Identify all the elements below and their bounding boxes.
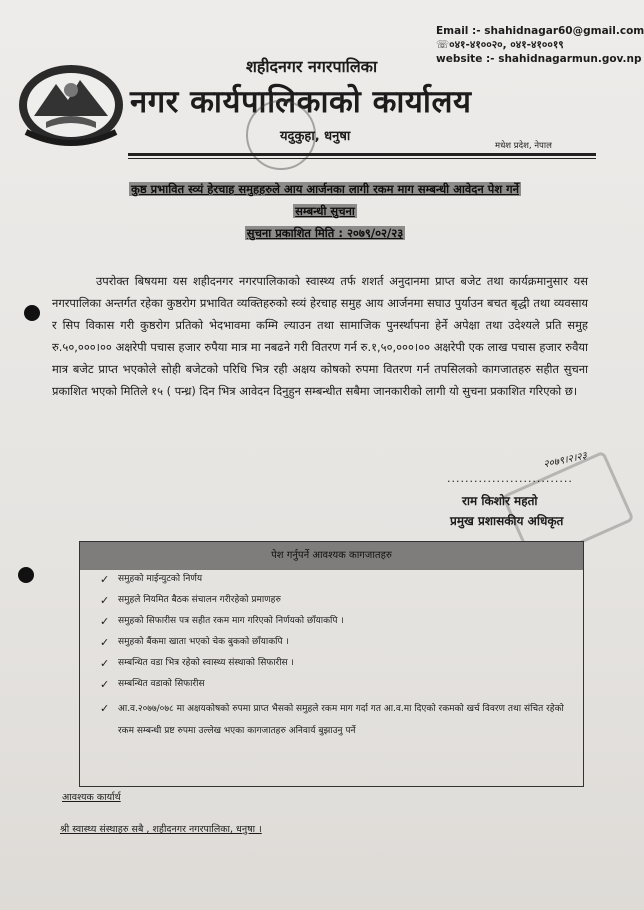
requirement-text: आ.व.२०७७/०७८ मा अक्षयकोषको रुपमा प्राप्त भैसको समुहले रकम माग गर्दा गत आ.व.मा दिएको रकमको खर्च विवरण तथा संचित रहेको रकम सम्बन्धी प्रष्ट रुपमा उल्लेख भएका कागजातहरु अनिवार्य बुझाउनु पर्ने [118, 704, 564, 736]
requirement-text: सम्बन्धित वडा भित्र रहेको स्वास्थ्य संस्थाको सिफारीस । [118, 658, 294, 668]
requirement-text: समुहको बैंकमा खाता भएको चेक बुकको छाँयाकपि । [118, 637, 289, 647]
office-location: यदुकुहा, धनुषा [280, 129, 351, 144]
contact-block [436, 24, 644, 66]
signature-date: २०७९।२।२३ [542, 450, 588, 471]
check-icon: ✓ [100, 594, 110, 607]
municipality-name: शहीदनगर नगरपालिका [246, 57, 378, 76]
header-rule-thin [128, 158, 596, 159]
punch-hole [18, 567, 34, 583]
province-text: मधेश प्रदेश, नेपाल [495, 141, 552, 151]
check-icon: ✓ [100, 615, 110, 628]
subject-line-2: सम्बन्धी सुचना [295, 204, 355, 218]
requirement-text: समुहको सिफारीस पत्र सहीत रकम माग गरिएको निर्णयको छाँयाकपि । [118, 616, 344, 626]
list-item [100, 656, 576, 671]
requirement-text: समुहले नियमित बैठक संचालन गरीरहेको प्रमाणहरु [118, 595, 281, 605]
list-item [100, 572, 576, 587]
requirements-box [79, 541, 584, 787]
requirement-text: सम्बन्धित वडाको सिफारीस [118, 679, 205, 689]
check-icon: ✓ [100, 702, 110, 715]
requirement-text: समुहको माईन्युटको निर्णय [118, 574, 203, 584]
header-rule-thick [128, 153, 596, 156]
check-icon: ✓ [100, 657, 110, 670]
list-item [100, 698, 576, 742]
check-icon: ✓ [100, 678, 110, 691]
email-text: Email :- shahidnagar60@gmail.com [436, 25, 644, 37]
published-date: सुचना प्रकाशित मिति : २०७९/०२/२३ [246, 226, 404, 240]
cc-recipients: श्री स्वास्थ्य संस्थाहरु सबै , शहीदनगर नगरपालिका, धनुषा । [60, 824, 262, 835]
signer-name: राम किशोर महतो [462, 494, 538, 508]
nepal-emblem-logo [16, 62, 126, 148]
phone-text: ☏०४१-४१००२०, ०४१-४१००१९ [436, 39, 564, 51]
subject-line-1: कुष्ठ प्रभावित स्व्यं हेरचाह समुहहरुले आय आर्जनका लागी रकम माग सम्बन्धी आवेदन पेश गर्ने [130, 182, 520, 196]
requirements-heading: पेश गर्नुपर्ने आवश्यक कागजातहरु [80, 542, 583, 570]
cc-heading: आवश्यक कार्यार्थ [62, 792, 121, 803]
list-item [100, 677, 576, 692]
check-icon: ✓ [100, 636, 110, 649]
notice-body: उपरोक्त बिषयमा यस शहीदनगर नगरपालिकाको स्वास्थ्य तर्फ शशर्त अनुदानमा प्राप्त बजेट तथा कार्यक्रमानुसार यस नगरपालिका अन्तर्गत रहेका कुष्ठरोग प्रभावित व्यक्तिहरुको स्व्यं हेरचाह समुह आय आर्जनमा सघाउ पुर्याउन बचत बृद्धी तथा व्यवसाय र सिप विकास गरी कुष्ठरोग प्रतिको भेदभावमा कम्मि ल्याउन तथा सामाजिक पुनर्स्थापना हेर्ने अपेक्षा तथा उदेश्यले प्रति समुह रु.५०,०००।०० अक्षरेपी पचास हजार रुपैया मात्र मा नबढने गरी वितरण गर्न रु.१,५०,०००।०० अक्षरेपी एक लाख पचास हजार रुवैया मात्र बजेट प्राप्त भएकोले सोही बजेटको परिधि भित्र रही अक्षय कोषको रुपमा वितरण गर्न तपसिलको कागजातहरु सहीत सुचना प्रकाशित भएको मितिले १५ ( पन्ध्र) दिन भित्र आवेदन दिनुहुन सम्बन्धीत सबैमा जानकारीको लागी यो सुचना प्रकाशित गरिएको छ। [52, 274, 588, 398]
list-item [100, 614, 576, 629]
signer-title: प्रमुख प्रशासकीय अधिकृत [450, 514, 564, 528]
list-item [100, 635, 576, 650]
website-text: website :- shahidnagarmun.gov.np [436, 53, 642, 65]
office-title: नगर कार्यपालिकाको कार्यालय [130, 84, 472, 120]
list-item [100, 593, 576, 608]
punch-hole [24, 305, 40, 321]
notice-subject [70, 178, 580, 244]
requirements-list [100, 572, 576, 748]
check-icon: ✓ [100, 573, 110, 586]
signature-line: ............................ [447, 472, 573, 485]
